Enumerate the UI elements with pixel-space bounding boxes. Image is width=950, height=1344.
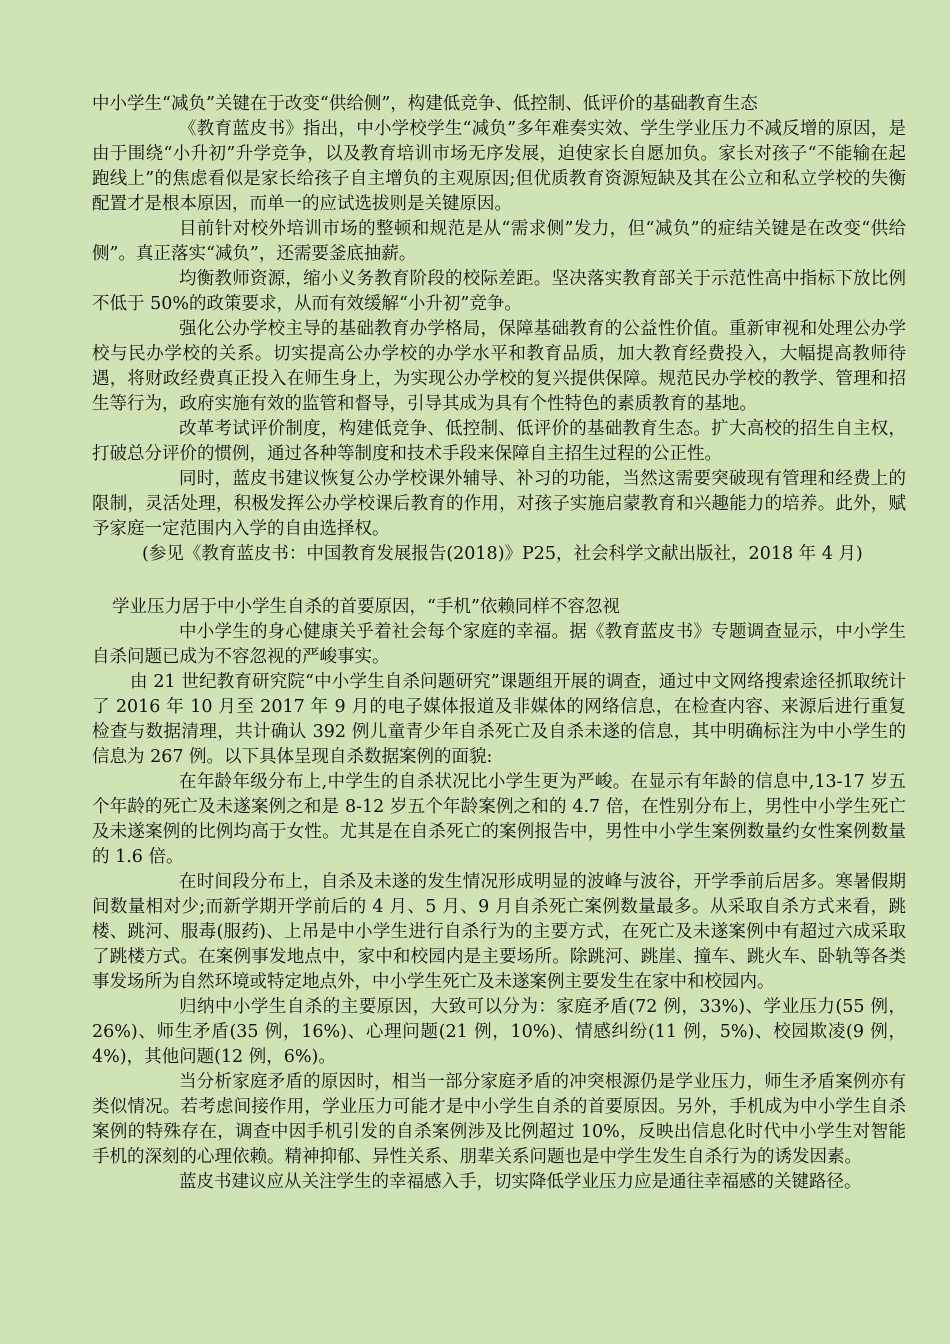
paragraph: 当分析家庭矛盾的原因时，相当一部分家庭矛盾的冲突根源仍是学业压力，师生矛盾案例亦有类似情况。若考虑间接作用，学业压力可能才是中小学生自杀的首要原因。另外，手机成为中小学生自杀案例的特殊存在，调查中因手机引发的自杀案例涉及比例超过 10%，反映出信息化时代中小学生对智能手机的深刻的心理依赖。精神抑郁、异性关系、朋辈关系问题也是中学生发生自杀行为的诱发因素。 [92, 1072, 906, 1167]
paragraph: 归纳中小学生自杀的主要原因，大致可以分为：家庭矛盾(72 例，33%)、学业压力(55 例，26%)、师生矛盾(35 例，16%)、心理问题(21 例，10%)、情感纠纷(11 例，5%)、校园欺凌(9 例，4%)，其他问题(12 例，6%)。 [92, 997, 906, 1067]
paragraph: 改革考试评价制度，构建低竞争、低控制、低评价的基础教育生态。扩大高校的招生自主权，打破总分评价的惯例，通过各种等制度和技术手段来保障自主招生过程的公正性。 [92, 419, 906, 464]
paragraph: 由 21 世纪教育研究院“中小学生自杀问题研究”课题组开展的调查，通过中文网络搜索途径抓取统计了 2016 年 10 月至 2017 年 9 月的电子媒体报道及非媒体的网络信息，在检查内容、来源后进行重复检查与数据清理，共计确认 392 例儿童青少年自杀死亡及自杀未遂的信息，其中明确标注为中小学生的信息为 267 例。以下具体呈现自杀数据案例的面貌: [92, 672, 906, 767]
paragraph: 中小学生的身心健康关乎着社会每个家庭的幸福。据《教育蓝皮书》专题调查显示，中小学生自杀问题已成为不容忽视的严峻事实。 [92, 622, 906, 667]
paragraph: 蓝皮书建议应从关注学生的幸福感入手，切实降低学业压力应是通往幸福感的关键路径。 [179, 1172, 862, 1192]
section-title: 学业压力居于中小学生自杀的首要原因，“手机”依赖同样不容忽视 [112, 597, 620, 617]
paragraph: 目前针对校外培训市场的整顿和规范是从“需求侧”发力，但“减负”的症结关键是在改变“供给侧”。真正落实“减负”，还需要釜底抽薪。 [92, 219, 906, 264]
section-title: 中小学生“减负”关键在于改变“供给侧”，构建低竞争、低控制、低评价的基础教育生态 [92, 94, 758, 114]
paragraph: 强化公办学校主导的基础教育办学格局，保障基础教育的公益性价值。重新审视和处理公办学校与民办学校的关系。切实提高公办学校的办学水平和教育品质，加大教育经费投入，大幅提高教师待遇，将财政经费真正投入在师生身上，为实现公办学校的复兴提供保障。规范民办学校的教学、管理和招生等行为，政府实施有效的监管和督导，引导其成为具有个性特色的素质教育的基地。 [92, 319, 906, 414]
reference-note: (参见《教育蓝皮书：中国教育发展报告(2018)》P25，社会科学文献出版社，2018 年 4 月) [142, 544, 863, 564]
paragraph: 均衡教师资源，缩小义务教育阶段的校际差距。坚决落实教育部关于示范性高中指标下放比例不低于 50%的政策要求，从而有效缓解“小升初”竞争。 [92, 269, 906, 314]
paragraph: 同时，蓝皮书建议恢复公办学校课外辅导、补习的功能，当然这需要突破现有管理和经费上的限制，灵活处理，积极发挥公办学校课后教育的作用，对孩子实施启蒙教育和兴趣能力的培养。此外，赋予家庭一定范围内入学的自由选择权。 [92, 469, 906, 539]
paragraph: 在年龄年级分布上,中学生的自杀状况比小学生更为严峻。在显示有年龄的信息中,13-17 岁五个年龄的死亡及未遂案例之和是 8-12 岁五个年龄案例之和的 4.7 倍，在性别分布上，男性中小学生死亡及未遂案例的比例均高于女性。尤其是在自杀死亡的案例报告中，男性中小学生案例数量约女性案例数量的 1.6 倍。 [92, 772, 906, 867]
paragraph: 《教育蓝皮书》指出，中小学校学生“减负”多年难奏实效、学生学业压力不减反增的原因，是由于围绕“小升初”升学竞争，以及教育培训市场无序发展，迫使家长自愿加负。家长对孩子“不能输在起跑线上”的焦虑看似是家长给孩子自主增负的主观原因;但优质教育资源短缺及其在公立和私立学校的失衡配置才是根本原因，而单一的应试选拔则是关键原因。 [92, 119, 906, 214]
paragraph: 在时间段分布上，自杀及未遂的发生情况形成明显的波峰与波谷，开学季前后居多。寒暑假期间数量相对少;而新学期开学前后的 4 月、5 月、9 月自杀死亡案例数量最多。从采取自杀方式来看，跳楼、跳河、服毒(服药)、上吊是中小学生进行自杀行为的主要方式，在死亡及未遂案例中有超过六成采取了跳楼方式。在案例事发地点中，家中和校园内是主要场所。除跳河、跳崖、撞车、跳火车、卧轨等各类事发场所为自然环境或特定地点外，中小学生死亡及未遂案例主要发生在家中和校园内。 [92, 872, 906, 992]
